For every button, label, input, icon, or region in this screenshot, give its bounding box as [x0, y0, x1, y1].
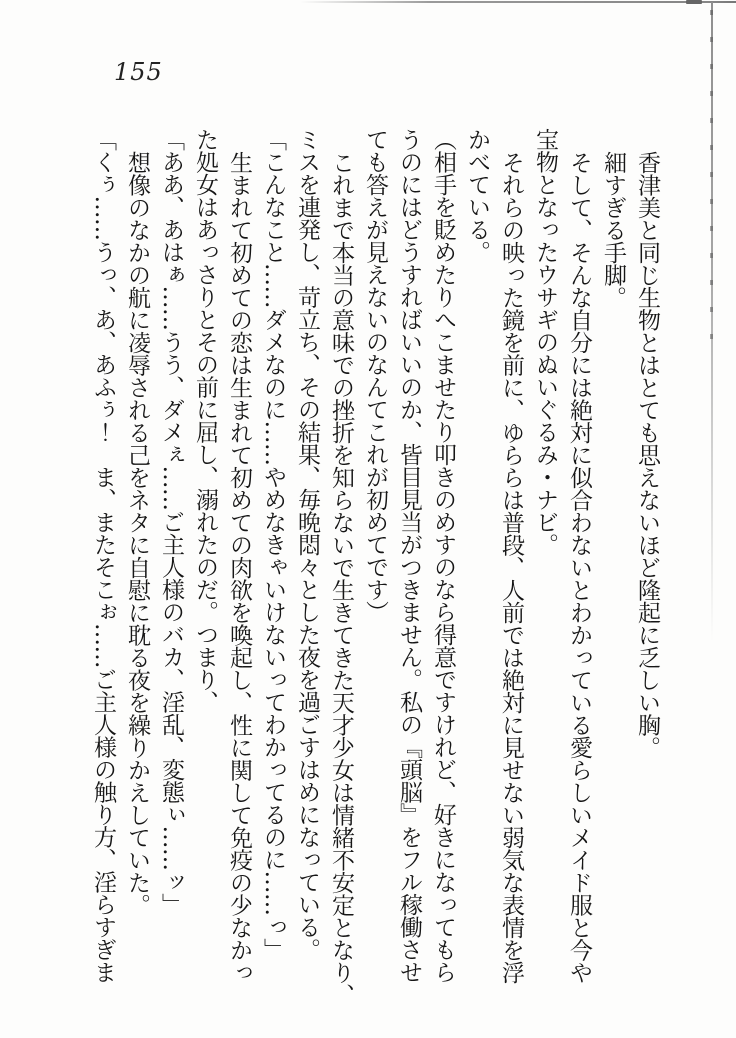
text-line: それらの映った鏡を前に、ゆららは普段、人前では絶対に見せない弱気な表情を浮: [498, 151, 524, 984]
text-line: た処女はあっさりとその前に屈し、溺れたのだ。つまり、: [192, 128, 218, 713]
text-line: 宝物となったウサギのぬいぐるみ・ナビ。: [532, 128, 558, 556]
text-line: ても答えが見えないのなんてこれが初めてです）: [362, 128, 388, 623]
text-columns: [86, 128, 664, 1006]
text-line: うのにはどうすればいいのか、皆目見当がつきません。私の『頭脳』をフル稼働させ: [396, 128, 422, 983]
text-line: かべている。: [464, 128, 490, 263]
scan-top-edge-line: [300, 1, 736, 3]
text-line: 生まれて初めての恋は生まれて初めての肉欲を喚起し、性に関して免疫の少なかっ: [226, 151, 252, 984]
text-line: 「ああ、あはぁ……うう、ダメぇ……ご主人様のバカ、淫乱、変態ぃ……ッ」: [158, 128, 184, 916]
text-line: 香津美と同じ生物とはとても思えないほど隆起に乏しい胸。: [634, 151, 660, 759]
text-line: 細すぎる手脚。: [600, 151, 626, 309]
text-line: そして、そんな自分には絶対に似合わないとわかっている愛らしいメイド服と今や: [566, 151, 592, 984]
text-line: これまで本当の意味での挫折を知らないで生きてきた天才少女は情緒不安定となり、: [328, 151, 354, 1006]
scan-top-edge-mark: [686, 0, 702, 4]
page-number: 155: [114, 58, 163, 86]
text-line: （相手を貶めたりへこませたり叩きのめすのなら得意ですけれど、好きになってもら: [430, 128, 456, 983]
text-line: 想像のなかの航に凌辱される己をネタに自慰に耽る夜を繰りかえしていた。: [124, 151, 150, 916]
text-line: ミスを連発し、苛立ち、その結果、毎晩悶々とした夜を過ごすはめになっている。: [294, 128, 320, 961]
text-line: 「くぅ……うっ、あ、あふぅ！ ま、またそこぉ……ご主人様の触り方、淫らすぎま: [90, 128, 116, 983]
scan-right-edge-marks: [710, 10, 713, 340]
text-line: 「こんなこと……ダメなのに……やめなきゃいけないってわかってるのに……っ」: [260, 128, 286, 961]
